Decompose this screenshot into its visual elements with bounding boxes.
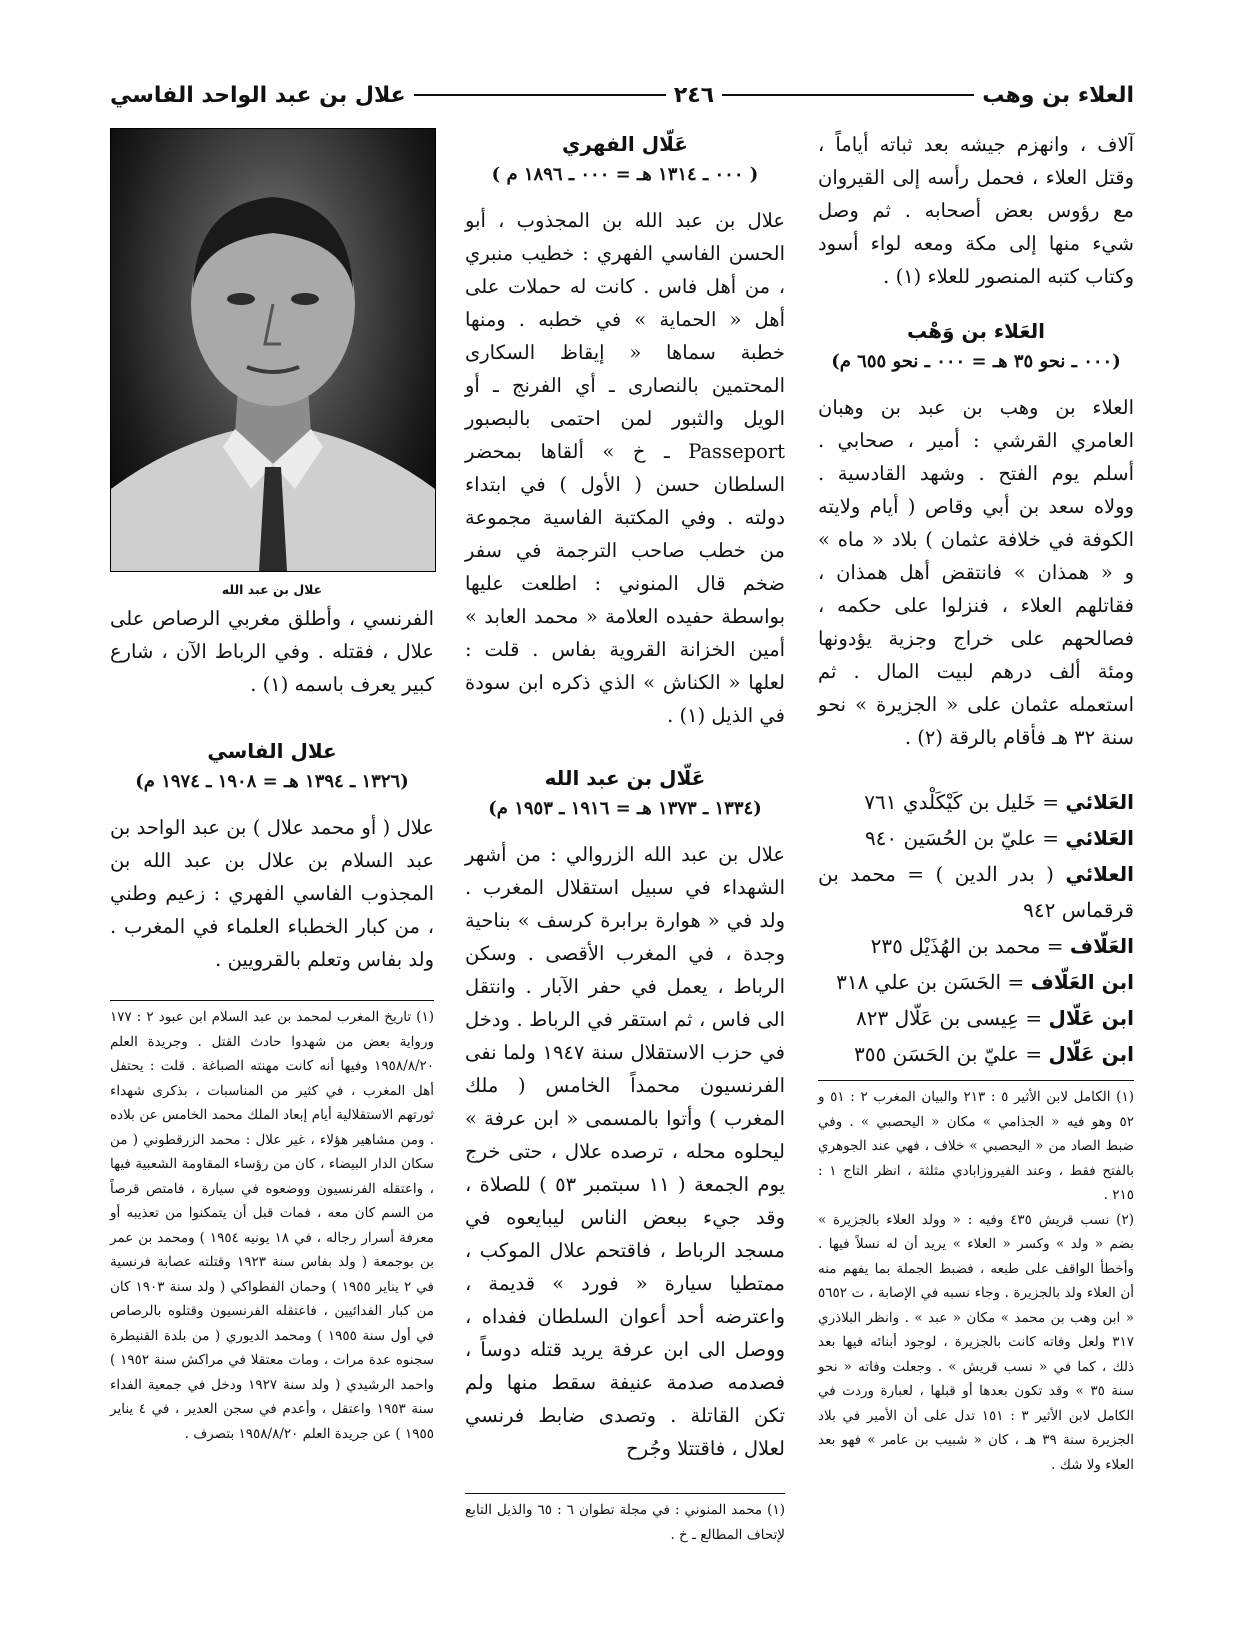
page-number: ٢٤٦ [673, 82, 715, 108]
cross-reference [818, 1000, 1134, 1036]
cross-reference [818, 856, 1134, 928]
column-left [110, 602, 434, 1446]
xref-name: ابن عَلّال [1048, 1006, 1134, 1030]
footnotes [818, 1085, 1134, 1477]
xref-target: = عليّ بن الحُسَين ٩٤٠ [864, 826, 1060, 850]
cross-reference [818, 1036, 1134, 1072]
paragraph: آلاف ، وانهزم جيشه بعد ثباته أياماً ، وقتل العلاء ، فحمل رأسه إلى القيروان مع رؤوس بعض أصحابه . ثم وصل شيء منها إلى مكة ومعه لواء أسود وكتاب كتبه المنصور للعلاء (١) . [818, 133, 1134, 288]
entry-title: علال الفاسي [207, 739, 337, 763]
footnote: (١) تاريخ المغرب لمحمد بن عبد السلام ابن عبود ٢ : ١٧٧ ورواية بعض من شهدوا حادث القتل . وجريدة العلم ١٩٥٨/٨/٢٠ وفيها أنه كانت مهنته الصباغة . قلت : يحتفل أهل المغرب ، في كثير من المناسبات ، بذكرى شهداء ثورتهم الاستقلالية أيام إبعاد الملك محمد الخامس عن بلاده . ومن مشاهير هؤلاء ، غير علال : محمد الزرقطوني ( من سكان الدار البيضاء ، كان من رؤساء المقاومة الشعبية فيها ، واعتقله الفرنسيون ووضعوه في سيارة ، فامتص قرصاً من السم كان معه ، فمات قبل أن يتمكنوا من تعذيبه أو معرفة أسرار رجاله ، في ١٨ يونيه ١٩٥٤ ) ومحمد بن عمر بن بوجمعة ( ولد بفاس سنة ١٩٢٣ وقتلته عصابة فرنسية في ٢ يناير ١٩٥٥ ) وحمان الفطواكي ( ولد سنة ١٩٠٣ كان من كبار الفدائيين ، فاعتقله الفرنسيون وقتلوه بالرصاص في أول سنة ١٩٥٥ ) ومحمد الديوري ( من بلدة القنيطرة سجنوه عدة مرات ، ومات معتقلا في مراكش سنة ١٩٥٢ ) واحمد الرشيدي ( ولد سنة ١٩٢٧ ودخل في جمعية الفداء سنة ١٩٥٣ واعتقل ، وأعدم في سجن العدير ، في ٤ يناير ١٩٥٥ ) عن جريدة العلم ١٩٥٨/٨/٢٠ بتصرف . [110, 1009, 435, 1442]
paragraph: العلاء بن وهب بن عبد بن وهبان العامري القرشي : أمير ، صحابي . أسلم يوم الفتح . وشهد القادسية . وولاه سعد بن أبي وقاص ( أيام ولايته الكوفة في خلافة عثمان ) بلاد « ماه » و « همذان » فانتقض أهل همذان ، فقاتلهم العلاء ، فنزلوا على حكمه ، فصالحهم على خراج وجزية يؤدونها ومئة ألف درهم لبيت المال . ثم استعمله عثمان على « الجزيرة » نحو سنة ٣٢ هـ فأقام بالرقة (٢) . [818, 396, 1134, 749]
cross-reference [818, 820, 1134, 856]
portrait-photo [110, 128, 436, 572]
entry-dates: ( ٠٠٠ ـ ١٣١٤ هـ = ٠٠٠ ـ ١٨٩٦ م ) [491, 164, 759, 185]
paragraph: الفرنسي ، وأطلق مغربي الرصاص على علال ، فقتله . وفي الرباط الآن ، شارع كبير يعرف باسمه (١) . [110, 607, 434, 696]
cross-reference-list [818, 784, 1134, 1072]
page-header [110, 70, 1134, 120]
paragraph: علال بن عبد الله الزروالي : من أشهر الشهداء في سبيل استقلال المغرب . ولد في « هوارة برابرة كرسف » بناحية وجدة ، في المغرب الأقصى . وسكن الرباط ، يعمل في حفر الآبار . وانتقل الى فاس ، ثم استقر في الرباط . ودخل في حزب الاستقلال سنة ١٩٤٧ ولما نفى الفرنسيون محمداً الخامس ( ملك المغرب ) وأتوا بالمسمى « ابن عرفة » ليحلوه محله ، ترصده علال ، حتى خرج يوم الجمعة ( ١١ سبتمبر ٥٣ ) للصلاة ، وقد جيء ببعض الناس ليبايعوه في مسجد الرباط ، فاقتحم علال الموكب ، ممتطيا سيارة « فورد » قديمة ، واعترضه أحد أعوان السلطان ففداه ، ووصل الى ابن عرفة يريد قتله دوساً ، فصدمه صدمة عنيفة سقط منها ولم تكن القاتلة . وتصدى ضابط فرنسي لعلال ، فاقتتلا وجُرح [465, 843, 786, 1460]
entry-title: عَلّال الفهري [562, 132, 688, 156]
header-rule-left [414, 94, 666, 96]
cross-reference [818, 784, 1134, 820]
xref-name: العَلّاف [1069, 934, 1134, 958]
column-middle [465, 128, 785, 1547]
entry-dates: (١٣٣٤ ـ ١٣٧٣ هـ = ١٩١٦ ـ ١٩٥٣ م) [488, 798, 762, 819]
footnote-rule [110, 1000, 434, 1001]
entry-dates: (١٣٢٦ ـ ١٣٩٤ هـ = ١٩٠٨ ـ ١٩٧٤ م) [135, 771, 409, 792]
xref-name: ابن العَلّاف [1030, 970, 1134, 994]
header-rule-right [722, 94, 974, 96]
footnotes [465, 1498, 785, 1547]
xref-target: = عِيسى بن عَلّال ٨٢٣ [856, 1006, 1043, 1030]
xref-target: = عليّ بن الحَسَن ٣٥٥ [854, 1042, 1043, 1066]
column-right [818, 128, 1134, 1477]
xref-target: = الحَسَن بن علي ٣١٨ [836, 970, 1025, 994]
cross-reference [818, 964, 1134, 1000]
entry-title: عَلّال بن عبد الله [544, 766, 706, 790]
cross-reference [818, 928, 1134, 964]
header-left-title: علال بن عبد الواحد الفاسي [109, 82, 406, 108]
entry-dates: (٠٠٠ ـ نحو ٣٥ هـ = ٠٠٠ ـ نحو ٦٥٥ م) [831, 351, 1121, 372]
header-right-title: العلاء بن وهب [982, 82, 1134, 108]
photo-caption: علال بن عبد الله [221, 582, 323, 597]
footnotes [110, 1005, 434, 1446]
footnote-rule [465, 1493, 785, 1494]
xref-name: العَلائي [1065, 826, 1134, 850]
xref-name: العَلائي [1065, 790, 1134, 814]
xref-name: العلائي [1065, 862, 1134, 886]
footnote: (١) محمد المنوني : في مجلة تطوان ٦ : ٦٥ والذيل التابع لإتحاف المطالع ـ خ . [465, 1502, 785, 1543]
portrait-illustration [111, 129, 435, 571]
xref-target: = محمد بن الهُذَيْل ٢٣٥ [870, 934, 1064, 958]
xref-target: ( بدر الدين ) = محمد بن قرقماس ٩٤٢ [818, 862, 1134, 922]
xref-name: ابن عَلّال [1048, 1042, 1134, 1066]
paragraph: علال بن عبد الله بن المجذوب ، أبو الحسن الفاسي الفهري : خطيب منبري ، من أهل فاس . كانت له حملات على أهل « الحماية » في خطبه . ومنها خطبة سماها « إيقاظ السكارى المحتمين بالنصارى ـ أي الفرنج ـ أو الويل والثبور لمن احتمى بالبصبور Passeport ـ خ » ألقاها بمحضر السلطان حسن ( الأول ) في ابتداء دولته . وفي المكتبة الفاسية مجموعة من خطب صاحب الترجمة في سفر ضخم قال المنوني : اطلعت عليها بواسطة حفيده العلامة « محمد العابد » أمين الخزانة القروية بفاس . قلت : لعلها « الكناش » الذي ذكره ابن سودة في الذيل (١) . [465, 209, 785, 727]
paragraph: علال ( أو محمد علال ) بن عبد الواحد بن عبد السلام بن علال بن عبد الله بن المجذوب الفاسي الفهري : زعيم وطني ، من كبار الخطباء العلماء في المغرب . ولد بفاس وتعلم بالقرويين . [110, 816, 434, 971]
entry-title: العَلاء بن وَهْب [907, 319, 1045, 343]
footnote: (١) الكامل لابن الأثير ٥ : ٢١٣ والبيان المغرب ٢ : ٥١ و ٥٢ وهو فيه « الجذامي » مكان « اليحصبي » . وفي ضبط الصاد من « اليحصبي » خلاف ، فهي عند الجوهري بالفتح فقط ، وعند الفيروزابادي مثلثة ، انظر التاج ١ : ٢١٥ . [818, 1089, 1134, 1203]
footnote-rule [818, 1080, 1134, 1081]
footnote: (٢) نسب قريش ٤٣٥ وفيه : « وولد العلاء بالجزيرة » بضم « ولد » وكسر « العلاء » يريد أن له نسلاً فيها . وأخطأ الواقف على طبعه ، فضبط الجملة بما يفهم منه أن العلاء ولد بالجزيرة . وجاء نسبه في الإصابة ، ت ٥٦٥٢ « ابن وهب بن محمد » مكان « عبد » . وانظر البلاذري ٣١٧ ولعل وفاته كانت بالجزيرة ، لوجود أبنائه فيها بعد ذلك ، كما في « نسب قريش » . وجعلت وفاته « نحو سنة ٣٥ » وقد تكون بعدها أو قبلها ، لعبارة وردت في الكامل لابن الأثير ٣ : ١٥١ تدل على أن الأمير في بلاد الجزيرة سنة ٣٩ هـ ، كان « شبيب بن عامر » فهو بعد العلاء ولا شك . [818, 1211, 1134, 1473]
xref-target: = خَليل بن كَيْكَلْدي ٧٦١ [864, 790, 1060, 814]
